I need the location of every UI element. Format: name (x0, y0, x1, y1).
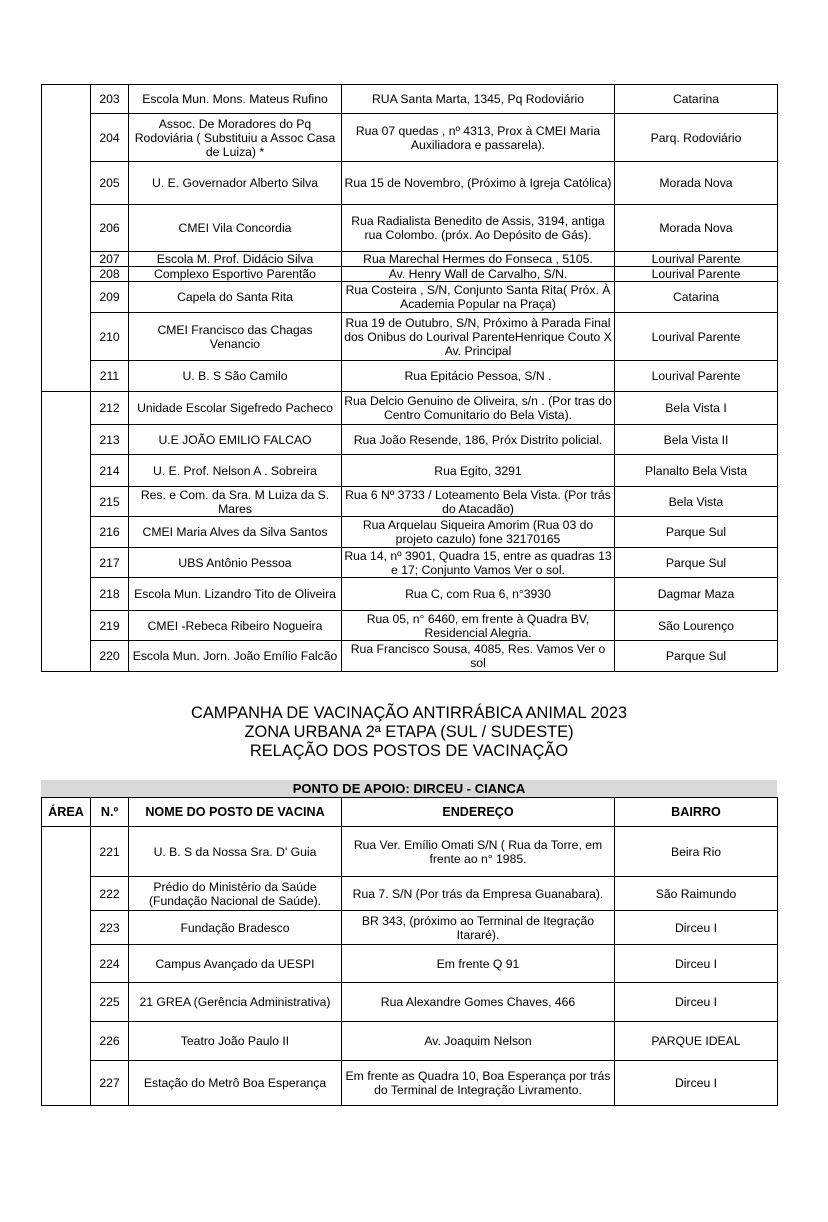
post-address: Rua 7. S/N (Por trás da Empresa Guanabara). (342, 877, 615, 911)
post-name: Escola M. Prof. Didácio Silva (129, 252, 342, 267)
post-number: 209 (91, 282, 129, 313)
post-neighborhood: PARQUE IDEAL (615, 1022, 778, 1061)
table-row (42, 827, 778, 877)
table-row (42, 114, 778, 162)
post-neighborhood: São Lourenço (615, 611, 778, 641)
header-area: ÁREA (42, 798, 91, 827)
post-address: Em frente Q 91 (342, 945, 615, 983)
post-address: Rua 6 Nº 3733 / Loteamento Bela Vista. (Por trás do Atacadão) (342, 487, 615, 517)
post-neighborhood: Parque Sul (615, 517, 778, 548)
post-number: 211 (91, 361, 129, 392)
post-number: 204 (91, 114, 129, 162)
table-row (42, 611, 778, 641)
post-neighborhood: Parque Sul (615, 548, 778, 578)
post-name: CMEI Maria Alves da Silva Santos (129, 517, 342, 548)
area-cell (42, 392, 91, 672)
heading-line-1: CAMPANHA DE VACINAÇÃO ANTIRRÁBICA ANIMAL 2023 (191, 704, 627, 722)
post-address: Rua Ver. Emílio Omati S/N ( Rua da Torre, em frente ao n° 1985. (342, 827, 615, 877)
post-address: Av. Joaquim Nelson (342, 1022, 615, 1061)
post-address: Rua 15 de Novembro, (Próximo à Igreja Católica) (342, 162, 615, 205)
post-number: 207 (91, 252, 129, 267)
post-address: Rua Alexandre Gomes Chaves, 466 (342, 983, 615, 1022)
area-cell (42, 85, 91, 392)
post-neighborhood: Catarina (615, 282, 778, 313)
post-neighborhood: Bela Vista I (615, 392, 778, 425)
post-number: 226 (91, 1022, 129, 1061)
post-number: 212 (91, 392, 129, 425)
post-address: Rua Radialista Benedito de Assis, 3194, antiga rua Colombo. (próx. Ao Depósito de Gás). (342, 205, 615, 252)
post-neighborhood: Planalto Bela Vista (615, 455, 778, 487)
post-neighborhood: Morada Nova (615, 162, 778, 205)
header-post-name: NOME DO POSTO DE VACINA (129, 798, 342, 827)
header-neighborhood: BAIRRO (615, 798, 778, 827)
post-neighborhood: Dirceu I (615, 911, 778, 945)
post-name: CMEI -Rebeca Ribeiro Nogueira (129, 611, 342, 641)
post-name: Complexo Esportivo Parentão (129, 267, 342, 282)
table-row (42, 945, 778, 983)
table-row (42, 1022, 778, 1061)
post-neighborhood: Dirceu I (615, 945, 778, 983)
post-name: U.E JOÃO EMILIO FALCAO (129, 425, 342, 455)
post-number: 217 (91, 548, 129, 578)
table-header-row (42, 798, 778, 827)
area-cell (42, 827, 91, 1106)
post-number: 215 (91, 487, 129, 517)
post-address: Rua 19 de Outubro, S/N, Próximo à Parada Final dos Onibus do Lourival ParenteHenrique Couto X Av. Principal (342, 313, 615, 361)
heading-line-3: RELAÇÃO DOS POSTOS DE VACINAÇÃO (249, 742, 569, 760)
vaccination-posts-table-continued (41, 84, 778, 672)
table-row (42, 983, 778, 1022)
table-row (42, 267, 778, 282)
post-number: 220 (91, 641, 129, 672)
post-address: Rua Francisco Sousa, 4085, Res. Vamos Ver o sol (342, 641, 615, 672)
post-address: BR 343, (próximo ao Terminal de Itegração Itararé). (342, 911, 615, 945)
post-neighborhood: Parq. Rodoviário (615, 114, 778, 162)
table-row (42, 162, 778, 205)
post-name: U. E. Governador Alberto Silva (129, 162, 342, 205)
post-number: 205 (91, 162, 129, 205)
post-number: 222 (91, 877, 129, 911)
post-number: 219 (91, 611, 129, 641)
support-point-banner: PONTO DE APOIO: DIRCEU - CIANCA (41, 780, 777, 797)
table-row (42, 313, 778, 361)
post-name: Escola Mun. Mons. Mateus Rufino (129, 85, 342, 114)
table-row (42, 361, 778, 392)
post-number: 223 (91, 911, 129, 945)
post-number: 214 (91, 455, 129, 487)
heading-line-2: ZONA URBANA 2ª ETAPA (SUL / SUDESTE) (244, 723, 574, 741)
post-neighborhood: Beira Rio (615, 827, 778, 877)
post-name: Res. e Com. da Sra. M Luiza da S. Mares (129, 487, 342, 517)
document-heading (0, 704, 818, 761)
table-row (42, 392, 778, 425)
table-row (42, 252, 778, 267)
post-neighborhood: Lourival Parente (615, 267, 778, 282)
post-number: 210 (91, 313, 129, 361)
post-name: U. B. S São Camilo (129, 361, 342, 392)
post-address: Rua 07 quedas , nº 4313, Prox à CMEI Maria Auxiliadora e passarela). (342, 114, 615, 162)
table-row (42, 641, 778, 672)
post-name: UBS Antônio Pessoa (129, 548, 342, 578)
post-neighborhood: Lourival Parente (615, 361, 778, 392)
post-neighborhood: Dagmar Maza (615, 578, 778, 611)
post-address: RUA Santa Marta, 1345, Pq Rodoviário (342, 85, 615, 114)
table-row (42, 911, 778, 945)
post-address: Rua C, com Rua 6, n°3930 (342, 578, 615, 611)
post-neighborhood: Dirceu I (615, 1061, 778, 1106)
post-number: 203 (91, 85, 129, 114)
header-address: ENDEREÇO (342, 798, 615, 827)
header-number: N.º (91, 798, 129, 827)
table-row (42, 548, 778, 578)
post-number: 218 (91, 578, 129, 611)
table-row (42, 578, 778, 611)
post-number: 208 (91, 267, 129, 282)
post-number: 227 (91, 1061, 129, 1106)
post-name: CMEI Francisco das Chagas Venancio (129, 313, 342, 361)
post-address: Rua João Resende, 186, Próx Distrito policial. (342, 425, 615, 455)
post-neighborhood: Dirceu I (615, 983, 778, 1022)
post-number: 221 (91, 827, 129, 877)
post-neighborhood: Parque Sul (615, 641, 778, 672)
table-row (42, 1061, 778, 1106)
post-name: Assoc. De Moradores do Pq Rodoviária ( Substituiu a Assoc Casa de Luiza) * (129, 114, 342, 162)
post-address: Em frente as Quadra 10, Boa Esperança por trás do Terminal de Integração Livramento. (342, 1061, 615, 1106)
table-row (42, 85, 778, 114)
post-neighborhood: São Raimundo (615, 877, 778, 911)
post-number: 213 (91, 425, 129, 455)
post-name: U. B. S da Nossa Sra. D' Guia (129, 827, 342, 877)
post-number: 216 (91, 517, 129, 548)
post-number: 206 (91, 205, 129, 252)
table-row (42, 877, 778, 911)
post-neighborhood: Catarina (615, 85, 778, 114)
post-name: Prédio do Ministério da Saúde (Fundação Nacional de Saúde). (129, 877, 342, 911)
post-name: Escola Mun. Lizandro Tito de Oliveira (129, 578, 342, 611)
post-name: U. E. Prof. Nelson A . Sobreira (129, 455, 342, 487)
post-name: Capela do Santa Rita (129, 282, 342, 313)
vaccination-posts-table (41, 797, 778, 1106)
post-address: Rua Epitácio Pessoa, S/N . (342, 361, 615, 392)
table-row (42, 425, 778, 455)
post-name: Estação do Metrô Boa Esperança (129, 1061, 342, 1106)
table-row (42, 487, 778, 517)
post-number: 224 (91, 945, 129, 983)
post-address: Rua Costeira , S/N, Conjunto Santa Rita( Próx. À Academia Popular na Praça) (342, 282, 615, 313)
post-neighborhood: Lourival Parente (615, 252, 778, 267)
post-name: Escola Mun. Jorn. João Emílio Falcão (129, 641, 342, 672)
post-neighborhood: Morada Nova (615, 205, 778, 252)
table-row (42, 282, 778, 313)
post-number: 225 (91, 983, 129, 1022)
post-address: Rua Arquelau Siqueira Amorim (Rua 03 do projeto cazulo) fone 32170165 (342, 517, 615, 548)
post-name: Fundação Bradesco (129, 911, 342, 945)
post-address: Rua Marechal Hermes do Fonseca , 5105. (342, 252, 615, 267)
post-address: Rua 05, n° 6460, em frente à Quadra BV, Residencial Alegria. (342, 611, 615, 641)
post-name: CMEI Vila Concordia (129, 205, 342, 252)
post-name: 21 GREA (Gerência Administrativa) (129, 983, 342, 1022)
table-row (42, 455, 778, 487)
post-neighborhood: Bela Vista (615, 487, 778, 517)
table-row (42, 205, 778, 252)
post-neighborhood: Bela Vista II (615, 425, 778, 455)
post-address: Rua 14, nº 3901, Quadra 15, entre as quadras 13 e 17; Conjunto Vamos Ver o sol. (342, 548, 615, 578)
post-address: Rua Delcio Genuino de Oliveira, s/n . (Por tras do Centro Comunitario do Bela Vista). (342, 392, 615, 425)
post-address: Av. Henry Wall de Carvalho, S/N. (342, 267, 615, 282)
post-name: Unidade Escolar Sigefredo Pacheco (129, 392, 342, 425)
post-name: Teatro João Paulo II (129, 1022, 342, 1061)
post-neighborhood: Lourival Parente (615, 313, 778, 361)
post-name: Campus Avançado da UESPI (129, 945, 342, 983)
post-address: Rua Egito, 3291 (342, 455, 615, 487)
table-row (42, 517, 778, 548)
